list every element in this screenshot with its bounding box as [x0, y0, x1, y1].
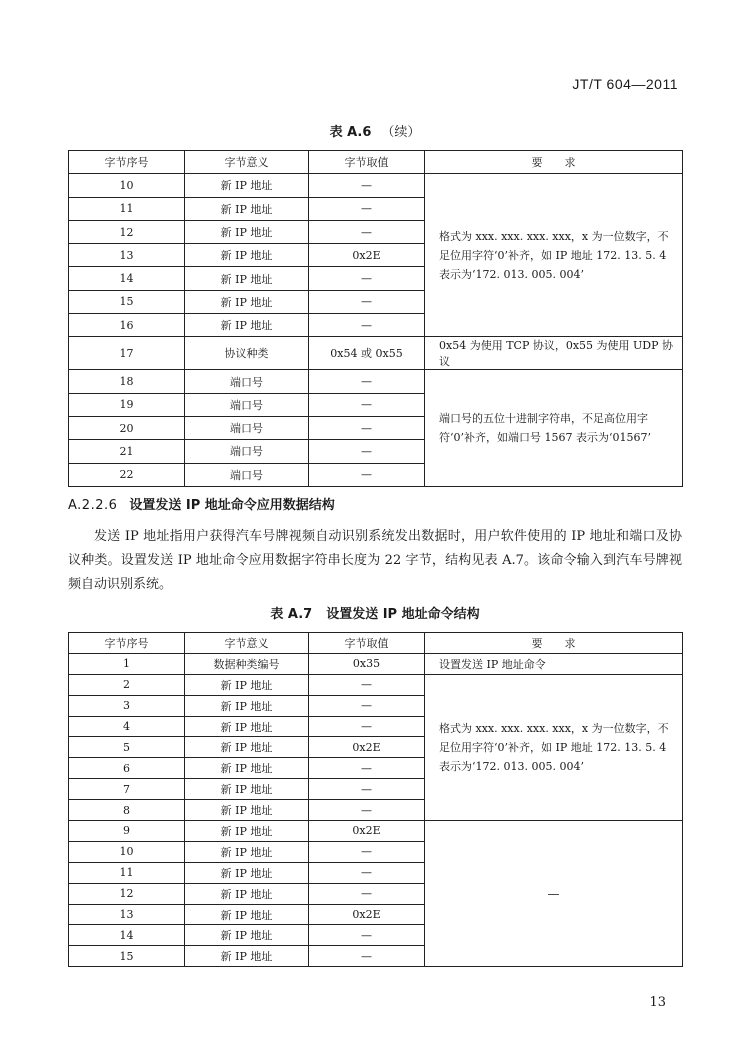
byte-meaning-cell: 新 IP 地址: [185, 197, 309, 220]
byte-value-cell: —: [309, 463, 425, 486]
byte-value-cell: —: [309, 220, 425, 243]
table-a6-label: 表 A.6: [329, 125, 372, 140]
table-row: [69, 174, 683, 197]
byte-number-cell: 15: [69, 946, 185, 967]
byte-value-cell: —: [309, 393, 425, 416]
requirement-cell-port-format: 端口号的五位十进制字符串，不足高位用字符‘0’补齐，如端口号 1567 表示为‘01567’: [425, 370, 683, 486]
column-header: 字节意义: [185, 633, 309, 654]
byte-number-cell: 22: [69, 463, 185, 486]
column-header: 要 求: [425, 151, 683, 174]
byte-value-cell: —: [309, 883, 425, 904]
byte-meaning-cell: 新 IP 地址: [185, 267, 309, 290]
column-header: 要 求: [425, 633, 683, 654]
byte-number-cell: 21: [69, 440, 185, 463]
byte-number-cell: 1: [69, 653, 185, 674]
byte-value-cell: 0x2E: [309, 737, 425, 758]
byte-meaning-cell: 新 IP 地址: [185, 695, 309, 716]
byte-value-cell: —: [309, 267, 425, 290]
byte-meaning-cell: 新 IP 地址: [185, 244, 309, 267]
section-heading: [68, 494, 335, 513]
byte-value-cell: —: [309, 174, 425, 197]
byte-meaning-cell: 新 IP 地址: [185, 862, 309, 883]
byte-number-cell: 10: [69, 174, 185, 197]
byte-meaning-cell: 新 IP 地址: [185, 220, 309, 243]
table-header-row: [69, 151, 683, 174]
byte-meaning-cell: 新 IP 地址: [185, 925, 309, 946]
byte-value-cell: 0x2E: [309, 244, 425, 267]
byte-value-cell: —: [309, 800, 425, 821]
byte-meaning-cell: 协议种类: [185, 337, 309, 370]
byte-value-cell: —: [309, 779, 425, 800]
table-header-row: [69, 633, 683, 654]
byte-value-cell: —: [309, 370, 425, 393]
byte-value-cell: —: [309, 290, 425, 313]
section-number: A.2.2.6: [68, 498, 118, 513]
column-header: 字节取值: [309, 633, 425, 654]
byte-number-cell: 20: [69, 416, 185, 439]
byte-number-cell: 18: [69, 370, 185, 393]
table-a7: [68, 632, 683, 967]
byte-meaning-cell: 新 IP 地址: [185, 841, 309, 862]
byte-value-cell: —: [309, 946, 425, 967]
table-a7-title: [0, 603, 750, 622]
byte-value-cell: —: [309, 716, 425, 737]
byte-meaning-cell: 新 IP 地址: [185, 779, 309, 800]
byte-number-cell: 8: [69, 800, 185, 821]
byte-number-cell: 11: [69, 197, 185, 220]
byte-number-cell: 2: [69, 674, 185, 695]
byte-number-cell: 13: [69, 244, 185, 267]
byte-number-cell: 10: [69, 841, 185, 862]
byte-meaning-cell: 新 IP 地址: [185, 290, 309, 313]
column-header: 字节序号: [69, 151, 185, 174]
byte-value-cell: 0x2E: [309, 904, 425, 925]
requirement-cell-command: 设置发送 IP 地址命令: [425, 653, 683, 674]
table-a6: [68, 150, 683, 487]
byte-number-cell: 12: [69, 220, 185, 243]
byte-value-cell: —: [309, 197, 425, 220]
byte-value-cell: —: [309, 674, 425, 695]
section-paragraph: 发送 IP 地址指用户获得汽车号牌视频自动识别系统发出数据时，用户软件使用的 IP 地址和端口及协议种类。设置发送 IP 地址命令应用数据字符串长度为 22 字节，结构见表 A.7。该命令输入到汽车号牌视频自动识别系统。: [68, 529, 682, 592]
byte-meaning-cell: 端口号: [185, 463, 309, 486]
byte-value-cell: 0x2E: [309, 821, 425, 842]
column-header: 字节序号: [69, 633, 185, 654]
column-header: 字节意义: [185, 151, 309, 174]
byte-meaning-cell: 新 IP 地址: [185, 716, 309, 737]
byte-number-cell: 3: [69, 695, 185, 716]
column-header: 字节取值: [309, 151, 425, 174]
standard-code: JT/T 604—2011: [572, 76, 678, 92]
table-row: [69, 674, 683, 695]
table-row: [69, 821, 683, 842]
byte-number-cell: 7: [69, 779, 185, 800]
byte-meaning-cell: 端口号: [185, 393, 309, 416]
byte-meaning-cell: 新 IP 地址: [185, 946, 309, 967]
byte-meaning-cell: 新 IP 地址: [185, 674, 309, 695]
byte-meaning-cell: 新 IP 地址: [185, 174, 309, 197]
byte-meaning-cell: 新 IP 地址: [185, 758, 309, 779]
requirement-cell-protocol: 0x54 为使用 TCP 协议，0x55 为使用 UDP 协议: [425, 337, 683, 370]
byte-value-cell: —: [309, 440, 425, 463]
byte-meaning-cell: 新 IP 地址: [185, 904, 309, 925]
byte-meaning-cell: 新 IP 地址: [185, 314, 309, 337]
table-a7-label: 表 A.7: [270, 607, 313, 622]
byte-number-cell: 14: [69, 925, 185, 946]
byte-meaning-cell: 端口号: [185, 416, 309, 439]
byte-number-cell: 9: [69, 821, 185, 842]
section-title: 设置发送 IP 地址命令应用数据结构: [129, 498, 335, 513]
byte-number-cell: 12: [69, 883, 185, 904]
byte-number-cell: 16: [69, 314, 185, 337]
requirement-cell-dash: —: [425, 821, 683, 967]
page-number: 13: [649, 995, 666, 1010]
byte-number-cell: 14: [69, 267, 185, 290]
byte-number-cell: 13: [69, 904, 185, 925]
byte-value-cell: 0x54 或 0x55: [309, 337, 425, 370]
table-a7-name: 设置发送 IP 地址命令结构: [326, 607, 480, 622]
requirement-cell-ip-format: 格式为 xxx. xxx. xxx. xxx，x 为一位数字，不足位用字符‘0’补齐，如 IP 地址 172. 13. 5. 4 表示为‘172. 013. 005. 004’: [425, 674, 683, 820]
byte-value-cell: —: [309, 758, 425, 779]
byte-value-cell: —: [309, 314, 425, 337]
byte-number-cell: 17: [69, 337, 185, 370]
byte-meaning-cell: 数据种类编号: [185, 653, 309, 674]
byte-number-cell: 15: [69, 290, 185, 313]
byte-number-cell: 11: [69, 862, 185, 883]
byte-meaning-cell: 新 IP 地址: [185, 883, 309, 904]
requirement-cell-ip-format: 格式为 xxx. xxx. xxx. xxx，x 为一位数字，不足位用字符‘0’补齐，如 IP 地址 172. 13. 5. 4 表示为‘172. 013. 005. 004’: [425, 174, 683, 337]
byte-meaning-cell: 新 IP 地址: [185, 821, 309, 842]
byte-meaning-cell: 新 IP 地址: [185, 737, 309, 758]
byte-value-cell: —: [309, 925, 425, 946]
table-a6-continued: （续）: [381, 125, 421, 140]
byte-meaning-cell: 新 IP 地址: [185, 800, 309, 821]
byte-value-cell: —: [309, 862, 425, 883]
byte-value-cell: —: [309, 695, 425, 716]
byte-number-cell: 19: [69, 393, 185, 416]
byte-value-cell: —: [309, 841, 425, 862]
byte-number-cell: 6: [69, 758, 185, 779]
byte-meaning-cell: 端口号: [185, 440, 309, 463]
byte-value-cell: —: [309, 416, 425, 439]
table-row: [69, 653, 683, 674]
byte-value-cell: 0x35: [309, 653, 425, 674]
table-row: [69, 370, 683, 393]
byte-number-cell: 4: [69, 716, 185, 737]
byte-number-cell: 5: [69, 737, 185, 758]
byte-meaning-cell: 端口号: [185, 370, 309, 393]
table-a6-title: [0, 121, 750, 140]
table-row: [69, 337, 683, 370]
